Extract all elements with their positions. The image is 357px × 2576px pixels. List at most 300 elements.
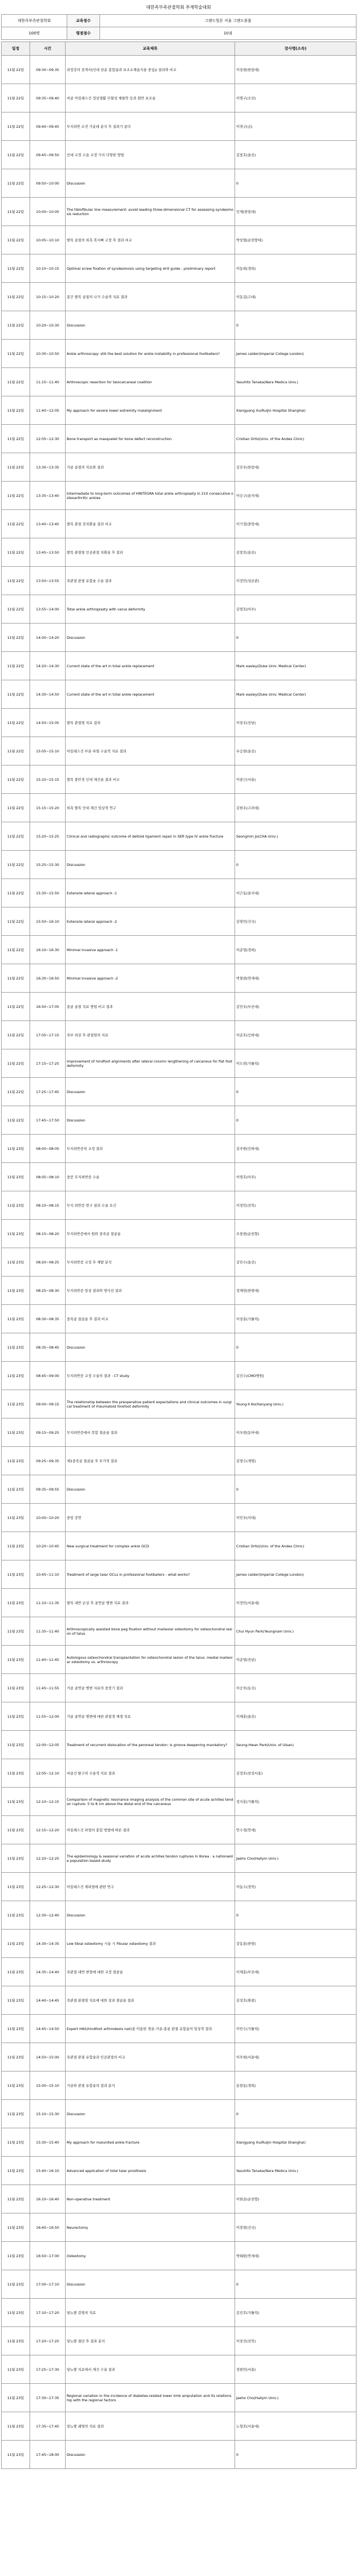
table-row [2,198,356,226]
speaker-cell: 0 [235,311,356,340]
time-cell: 15:25~15:30 [30,851,66,879]
speaker-cell: 이영호(아주) [235,1163,356,1191]
speaker-cell: 김창호(울산) [235,538,356,567]
speaker-cell: 이상진(전북) [235,2327,356,2355]
table-row [2,112,356,141]
kind-value-label: 평점점수 [67,27,100,40]
title-cell: 발목 내반 손상 후 골연골 병변 치료 결과 [66,1589,235,1617]
table-row [2,765,356,794]
date-cell: 11월 23일 [2,1447,30,1475]
time-cell: 12:20~12:25 [30,1844,66,1873]
time-cell: 14:40~14:45 [30,1986,66,2015]
title-cell: 아킬레스건 부분 파열 수술적 치료 결과 [66,737,235,765]
venue-cell: 그랜드힐튼 서울 그랜드볼룸 [100,15,356,27]
speaker-cell: 이현준(순천향) [235,2185,356,2213]
time-cell: 16:30~16:50 [30,964,66,993]
table-row [2,1475,356,1504]
title-cell: Osteotomy [66,2242,235,2270]
title-cell: 발목 관절 전치환술 결과 비교 [66,510,235,538]
speaker-cell: 이정민(서울대) [235,1589,356,1617]
date-cell: 11월 22일 [2,624,30,652]
title-cell: 중증 무지외반증 수술 [66,1163,235,1191]
table-row [2,822,356,851]
table-row [2,680,356,709]
time-cell: 11:40~11:45 [30,1646,66,1674]
time-cell: 08:25~08:30 [30,1277,66,1305]
time-cell: 14:00~14:20 [30,624,66,652]
time-cell: 10:05~10:10 [30,226,66,254]
table-row [2,1816,356,1844]
date-cell: 11월 22일 [2,169,30,198]
table-row [2,964,356,993]
table-row [2,482,356,510]
table-row [2,368,356,396]
title-cell: 발목 골절의 외측 복사뼈 고정 후 결과 비교 [66,226,235,254]
time-cell: 10:00~10:05 [30,198,66,226]
speaker-cell: 김영수(계명) [235,1447,356,1475]
date-cell: 11월 22일 [2,765,30,794]
date-cell: 11월 23일 [2,1475,30,1504]
date-cell: 11월 22일 [2,340,30,368]
table-row [2,2128,356,2157]
title-cell: 비골 아킬레스건 정상생활 무혈성 체물학 등과 회반 보조술 [66,84,235,112]
time-cell: 11:55~12:00 [30,1702,66,1731]
date-cell: 11월 22일 [2,680,30,709]
date-cell: 11월 22일 [2,936,30,964]
title-cell: 비골건 탈구의 수술적 치료 결과 [66,1759,235,1788]
date-cell: 11월 23일 [2,1390,30,1418]
speaker-cell: Cristian Ortiz(Univ. of the Andes Clinic) [235,1532,356,1560]
table-row [2,2299,356,2327]
speaker-cell: 김민우(부산대) [235,993,356,1021]
time-cell: 11:40~12:05 [30,396,66,425]
speaker-cell: 이기정(중앙대) [235,510,356,538]
date-cell: 11월 22일 [2,283,30,311]
speaker-cell: 인제(한림대) [235,198,356,226]
title-cell: 중앙 강연 [66,1504,235,1532]
time-cell: 09:35~09:40 [30,84,66,112]
date-cell: 11월 23일 [2,1333,30,1362]
speaker-cell: 박태완(연세대) [235,2242,356,2270]
title-cell: Intermediate to long-term outcomes of HINTEGRA total ankle arthroplasty in 210 consecutive osteoarthritic ankles [66,482,235,510]
speaker-cell: 0 [235,2100,356,2128]
table-row [2,2043,356,2072]
speaker-cell: 김진호(가톨릭) [235,2299,356,2327]
time-cell: 16:50~17:05 [30,993,66,1021]
title-cell: 거골하 관절 유합술의 결과 분석 [66,2072,235,2100]
speaker-cell: 안수경(연세) [235,1816,356,1844]
title-cell: Comparison of magnetic resonance imaging analysis of the common site of acute achilles tendon rupture: 5 to 8 cm above the distal end of the calcaneus [66,1788,235,1816]
date-cell: 11월 23일 [2,2015,30,2043]
speaker-cell: 이상훈(가톨릭) [235,1305,356,1333]
table-row [2,2327,356,2355]
time-cell: 15:00~15:10 [30,2072,66,2100]
title-cell: 아킬레스건 재파열에 관한 연구 [66,1873,235,1901]
time-cell: 12:25~12:30 [30,1873,66,1901]
title-cell: Minimal invasive approach -1 [66,936,235,964]
date-cell: 11월 22일 [2,254,30,283]
time-cell: 08:35~08:45 [30,1333,66,1362]
time-cell: 10:10~10:15 [30,254,66,283]
title-cell: Clinical and radiographic outcome of deltoid ligament repair in SER type IV ankle fracture [66,822,235,851]
date-cell: 11월 23일 [2,2412,30,2441]
title-cell: 당뇨발 궤양의 치료 결과 [66,2412,235,2441]
date-cell: 11월 23일 [2,1731,30,1759]
title-cell: Treatment of recurrent dislocation of the peroneal tendon: is groove deepening mandatory? [66,1731,235,1759]
time-cell: 09:35~09:55 [30,1475,66,1504]
time-cell: 17:25~17:30 [30,2355,66,2384]
title-cell: Expert HAS(hindfoot arthrodesis nail)을 이용한 경골-거골-종골 관절 유합술의 임상적 결과 [66,2015,235,2043]
date-cell: 11월 23일 [2,1930,30,1958]
time-cell: 12:10~12:15 [30,1788,66,1816]
title-cell: 아킬레스건 파열의 봉합 방법에 따른 결과 [66,1816,235,1844]
date-cell: 11월 23일 [2,1191,30,1220]
speaker-cell: 0 [235,169,356,198]
speaker-cell: 강동훈(한양) [235,1930,356,1958]
table-row [2,1390,356,1418]
date-cell: 11월 23일 [2,1788,30,1816]
speaker-cell: 이동수(경북) [235,1873,356,1901]
date-cell: 11월 23일 [2,1532,30,1560]
table-row [2,510,356,538]
speaker-cell: Young-Il Ko(Hanyang Univ.) [235,1390,356,1418]
title-cell: 무지외반증의 교정 결과 [66,1135,235,1163]
time-cell: 08:15~08:20 [30,1220,66,1248]
time-cell: 09:40~09:45 [30,112,66,141]
title-cell: Discussion [66,851,235,879]
title-cell: 무지외반 소견 가운데 분석 후 결과가 종다 [66,112,235,141]
title-cell: 족관절 관절염 치료에 대한 상과 절골술 결과 [66,1986,235,2015]
title-cell: Non-operative treatment [66,2185,235,2213]
date-cell: 11월 22일 [2,907,30,936]
speaker-cell: 김민수(울산) [235,1248,356,1277]
speaker-cell: 김영호(아주) [235,595,356,624]
time-cell: 12:05~12:30 [30,425,66,453]
speaker-cell: 0 [235,851,356,879]
date-cell: 11월 22일 [2,964,30,993]
time-cell: 11:45~11:55 [30,1674,66,1702]
date-cell: 11월 23일 [2,1986,30,2015]
time-cell: 17:45~17:50 [30,1106,66,1135]
title-cell: Regional variation in the incidence of diabetes-related lower limb amputation and its relationship with the regional factors [66,2384,235,2412]
speaker-cell: Cristian Ortiz(Univ. of the Andes Clinic) [235,425,356,453]
table-row [2,1731,356,1759]
time-cell: 17:10~17:20 [30,2299,66,2327]
time-cell: 14:20~14:30 [30,652,66,680]
header-date: 일정 [2,42,30,56]
date-cell: 11월 22일 [2,141,30,169]
title-cell: 거골 골연골 병변에 대한 관절경 재생 치료 [66,1702,235,1731]
title-cell: Discussion [66,1475,235,1504]
title-cell: 제1중족골 절골술 후 부가적 결과 [66,1447,235,1475]
table-row [2,1447,356,1475]
title-cell: Arthroscopically assisted bone peg fixation without malleolar osteotomy for osteochondral lesion of talus [66,1617,235,1646]
table-row [2,993,356,1021]
speaker-cell: 0 [235,624,356,652]
title-cell: 족관절 관절 유합술 수술 결과 [66,567,235,595]
time-cell: 15:15~15:20 [30,794,66,822]
table-row [2,425,356,453]
title-cell: Discussion [66,2441,235,2469]
title-cell: 무지외반증 교정 수술의 결과 : CT study [66,1362,235,1390]
speaker-cell: 김영민(건국) [235,907,356,936]
speaker-cell: 이경구(금) [235,112,356,141]
table-row [2,1277,356,1305]
title-cell: Bone transport as masquelet for bone defect reconstruction [66,425,235,453]
table-row [2,1163,356,1191]
date-cell: 11월 23일 [2,2327,30,2355]
time-cell: 10:30~10:50 [30,340,66,368]
date-cell: 11월 22일 [2,1021,30,1049]
date-cell: 11월 22일 [2,652,30,680]
speaker-cell: 정지훈(가톨릭) [235,1788,356,1816]
speaker-cell: 김주원(인하대) [235,1135,356,1163]
speaker-cell: Mark easley(Duke Univ. Medical Center) [235,652,356,680]
time-cell: 12:00~12:05 [30,1731,66,1759]
header-time: 시간 [30,42,66,56]
date-cell: 11월 23일 [2,2043,30,2072]
table-row [2,1589,356,1617]
time-cell: 15:40~16:10 [30,2157,66,2185]
speaker-cell: Jaeho Cho(Hallym Univ.) [235,2384,356,2412]
title-cell: 중족골 절골술 후 결과 비교 [66,1305,235,1333]
table-row [2,2185,356,2213]
table-row [2,1788,356,1816]
time-cell: 12:15~12:20 [30,1816,66,1844]
speaker-cell: James calder(Imperial College London) [235,340,356,368]
title-cell: Discussion [66,311,235,340]
table-row [2,1305,356,1333]
title-cell: Ankle arthroscopy: still the best solution for ankle instability in professional footballers? [66,340,235,368]
title-cell: Discussion [66,2270,235,2299]
title-cell: 당뇨발 감염의 치료 [66,2299,235,2327]
date-cell: 11월 23일 [2,2072,30,2100]
table-row [2,84,356,112]
table-row [2,2355,356,2384]
speaker-cell: Chul Hyun Park(Yeungnam Univ.) [235,1617,356,1646]
time-cell: 17:45~18:00 [30,2441,66,2469]
table-row [2,1220,356,1248]
organizer-cell: 대한족부족관절학회 [2,15,67,27]
date-cell: 11월 22일 [2,851,30,879]
time-cell: 12:30~12:40 [30,1901,66,1930]
table-row [2,1532,356,1560]
speaker-cell: 이명구(조선) [235,84,356,112]
table-row [2,567,356,595]
speaker-cell: Yasuhito Tanaka(Nara Medica Univ.) [235,2157,356,2185]
title-cell: Total ankle arthroplasty with varus deformity [66,595,235,624]
date-cell: 11월 22일 [2,538,30,567]
title-cell: 과정강의 전개서(인대 단순 봉합술과 보조소재술식을 중심)/ 결과와 비교 [66,56,235,84]
time-cell: 16:50~17:00 [30,2242,66,2270]
table-header-row [2,42,356,56]
time-cell: 17:15~17:25 [30,1049,66,1078]
time-cell: 08:05~08:10 [30,1163,66,1191]
table-row [2,2072,356,2100]
date-cell: 11월 23일 [2,1418,30,1447]
table-row [2,1617,356,1646]
speaker-cell: Jaeho Cho(Hallym Univ.) [235,1844,356,1873]
table-row [2,2100,356,2128]
table-row [2,2213,356,2242]
table-row [2,141,356,169]
title-cell: 발목 관절염 치료 결과 [66,709,235,737]
speaker-cell: James calder(Imperial College London) [235,1560,356,1589]
time-cell: 13:50~13:55 [30,567,66,595]
speaker-cell: 이우현(동아대) [235,1418,356,1447]
time-cell: 17:20~17:25 [30,2327,66,2355]
date-cell: 11월 23일 [2,1816,30,1844]
time-cell: 15:20~15:25 [30,822,66,851]
date-cell: 11월 22일 [2,84,30,112]
title-cell: Low tibial osteotomy 시술 시 Fibular osteotomy 결과 [66,1930,235,1958]
title-cell: 발목 불안정 인대 재건술 결과 비교 [66,765,235,794]
table-row [2,1646,356,1674]
date-cell: 11월 22일 [2,1106,30,1135]
table-row [2,1504,356,1532]
header-title: 교육제목 [66,42,235,56]
title-cell: The tibiofibular line measurement: avoid leading three-dimensional CT for assessing syndesmosis reduction [66,198,235,226]
speaker-cell: 이정민(성균관) [235,567,356,595]
date-cell: 11월 23일 [2,1759,30,1788]
table-row [2,1901,356,1930]
time-cell: 10:20~10:45 [30,1532,66,1560]
title-cell: Discussion [66,1078,235,1106]
table-row [2,1844,356,1873]
title-cell: 무지 외반증 연구 결과 수술 요건 [66,1191,235,1220]
table-row [2,1986,356,2015]
time-cell: 13:55~14:00 [30,595,66,624]
table-row [2,538,356,567]
table-row [2,936,356,964]
speaker-cell: 이상현(한림대) [235,56,356,84]
speaker-cell: Yasuhito Tanaka(Nara Medica Univ.) [235,368,356,396]
title-cell: My approach for severe lower extremity malalignment [66,396,235,425]
title-cell: Extensile lateral approach -2 [66,907,235,936]
title-cell: Improvement of hindfoot alignments after lateral column lengthening of calcaneus for flat foot deformity [66,1049,235,1078]
time-cell: 14:35~14:40 [30,1958,66,1986]
title-cell: Current state of the art in total ankle replacement [66,652,235,680]
title-cell: 무지외반증 임상 결과와 방사선 결과 [66,1277,235,1305]
date-cell: 11월 23일 [2,1589,30,1617]
table-row [2,453,356,482]
date-cell: 11월 23일 [2,1674,30,1702]
table-row [2,1674,356,1702]
title-cell: Neurectomy [66,2213,235,2242]
time-cell: 11:35~11:40 [30,1617,66,1646]
speaker-cell: 이준호(인하대) [235,1021,356,1049]
speaker-cell: 김창호(울산) [235,141,356,169]
speaker-cell: 정현민(서울) [235,2355,356,2384]
date-cell: 11월 23일 [2,1163,30,1191]
date-cell: 11월 22일 [2,396,30,425]
title-cell: Optimal screw fixation of syndesmosis using targeting drill guide : preliminary report [66,254,235,283]
table-row [2,1362,356,1390]
date-cell: 11월 23일 [2,1873,30,1901]
count-a-cell: 100명 [2,27,67,40]
date-cell: 11월 22일 [2,822,30,851]
date-cell: 11월 23일 [2,2157,30,2185]
date-cell: 11월 22일 [2,311,30,340]
title-cell: My approach for malunited ankle fracture [66,2128,235,2157]
date-cell: 11월 23일 [2,2185,30,2213]
time-cell: 10:00~10:20 [30,1504,66,1532]
date-cell: 11월 22일 [2,112,30,141]
title-cell: Discussion [66,1333,235,1362]
speaker-cell: 이재훈(부산대) [235,1958,356,1986]
time-cell: 13:45~13:50 [30,538,66,567]
title-cell: Discussion [66,1106,235,1135]
date-cell: 11월 22일 [2,794,30,822]
table-row [2,1930,356,1958]
speaker-cell: 송현동(경희) [235,2072,356,2100]
speaker-cell: 이승욱(동국) [235,1674,356,1702]
date-cell: 11월 23일 [2,1362,30,1390]
date-cell: 11월 22일 [2,1078,30,1106]
time-cell: 09:45~09:50 [30,141,66,169]
time-cell: 15:30~15:50 [30,879,66,907]
table-row [2,1759,356,1788]
speaker-cell: 이민수(가톨릭) [235,2015,356,2043]
table-row [2,709,356,737]
header-speaker: 강사명(소속) [235,42,356,56]
date-cell: 11월 22일 [2,879,30,907]
table-row [2,226,356,254]
time-cell: 11:10~11:35 [30,1589,66,1617]
table-row [2,1702,356,1731]
date-cell: 11월 23일 [2,1844,30,1873]
title-cell: 족관절 내반 변형에 대한 교정 절골술 [66,1958,235,1986]
speaker-cell: 0 [235,1078,356,1106]
date-cell: 11월 23일 [2,1901,30,1930]
title-cell: 종간 발목 골절의 나가 수술적 치료 결과 [66,283,235,311]
table-row [2,1958,356,1986]
speaker-cell: Xiangyang Xu(Ruijin Hospital Shanghai) [235,2128,356,2157]
time-cell: 17:30~17:35 [30,2384,66,2412]
table-row [2,624,356,652]
table-row [2,2412,356,2441]
date-cell: 11월 22일 [2,482,30,510]
title-cell: 외측 발목 인대 재건 임상적 연구 [66,794,235,822]
table-row [2,737,356,765]
speaker-cell: 김진우(한림대) [235,453,356,482]
speaker-cell: 이광근(서울) [235,765,356,794]
date-cell: 11월 23일 [2,2213,30,2242]
title-cell: Discussion [66,169,235,198]
time-cell: 09:15~09:25 [30,1418,66,1447]
title-cell: 종골 골절 치료 방법 비교 결과 [66,993,235,1021]
table-row [2,794,356,822]
speaker-cell: 이주현(서울대) [235,2043,356,2072]
time-cell: 15:10~15:15 [30,765,66,794]
speaker-cell: 0 [235,1333,356,1362]
table-row [2,283,356,311]
time-cell: 15:50~16:10 [30,907,66,936]
speaker-cell: 노형호(서울대) [235,2412,356,2441]
time-cell: 10:45~11:10 [30,1560,66,1589]
speaker-cell: 이도헌(가톨릭) [235,1049,356,1078]
speaker-cell: Seongmin Jo(CHA Univ.) [235,822,356,851]
time-cell: 14:50~15:00 [30,2043,66,2072]
table-row [2,879,356,907]
speaker-cell: 정재헌(한양대) [235,1277,356,1305]
table-row [2,1248,356,1277]
time-cell: 15:05~15:10 [30,737,66,765]
speaker-cell: 이장현(건국) [235,2213,356,2242]
date-cell: 11월 23일 [2,1958,30,1986]
speaker-cell: 김성호(원광) [235,1986,356,2015]
speaker-cell: Mark easley(Duke Univ. Medical Center) [235,680,356,709]
